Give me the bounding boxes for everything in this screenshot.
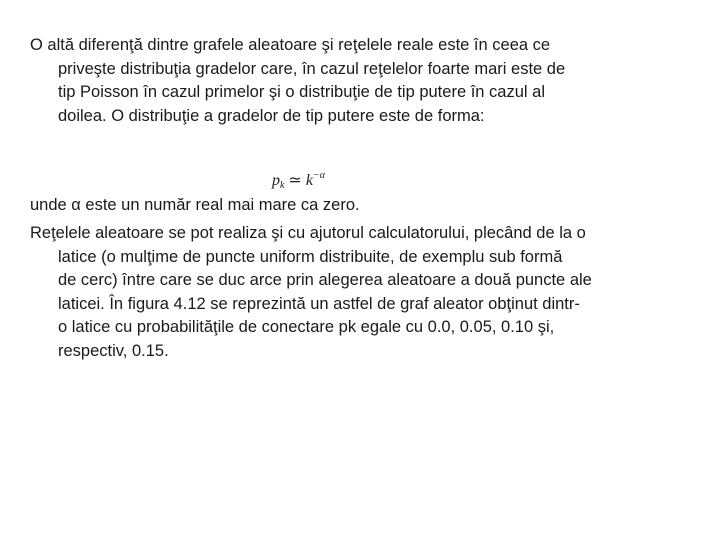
formula-operator: ≃: [288, 172, 302, 189]
paragraph-random-networks: [30, 222, 670, 363]
formula-lhs: p: [272, 172, 280, 189]
text-line: o latice cu probabilităţile de conectare pk egale cu 0.0, 0.05, 0.10 şi,: [58, 318, 555, 336]
text-line: tip Poisson în cazul primelor şi o distribuţie de tip putere în cazul al: [58, 83, 545, 101]
text-line: O altă diferenţă dintre grafele aleatoare şi reţelele reale este în ceea ce: [30, 36, 551, 54]
text-line: Reţelele aleatoare se pot realiza şi cu ajutorul calculatorului, plecând de la o: [30, 224, 586, 242]
text-line: unde α este un număr real mai mare ca zero.: [30, 196, 360, 214]
formula-lhs-subscript: k: [280, 180, 285, 191]
paragraph-power-law-intro: [30, 34, 670, 128]
paragraph-alpha-definition: [30, 194, 670, 218]
text-line: respectiv, 0.15.: [58, 341, 169, 360]
text-line: doilea. O distribuţie a gradelor de tip putere este de forma:: [58, 106, 485, 125]
text-line: latice (o mulţime de puncte uniform distribuite, de exemplu sub formă: [58, 247, 563, 266]
text-line: priveşte distribuţia gradelor care, în cazul reţelelor foarte mari este de: [58, 59, 566, 78]
formula-rhs: k: [305, 172, 313, 189]
text-line: laticei. În figura 4.12 se reprezintă un astfel de graf aleator obţinut dintr-: [58, 294, 580, 313]
text-line: de cerc) între care se duc arce prin alegerea aleatoare a două puncte ale: [58, 271, 592, 289]
power-law-formula: [272, 170, 325, 191]
formula-rhs-exponent: −α: [312, 170, 325, 181]
